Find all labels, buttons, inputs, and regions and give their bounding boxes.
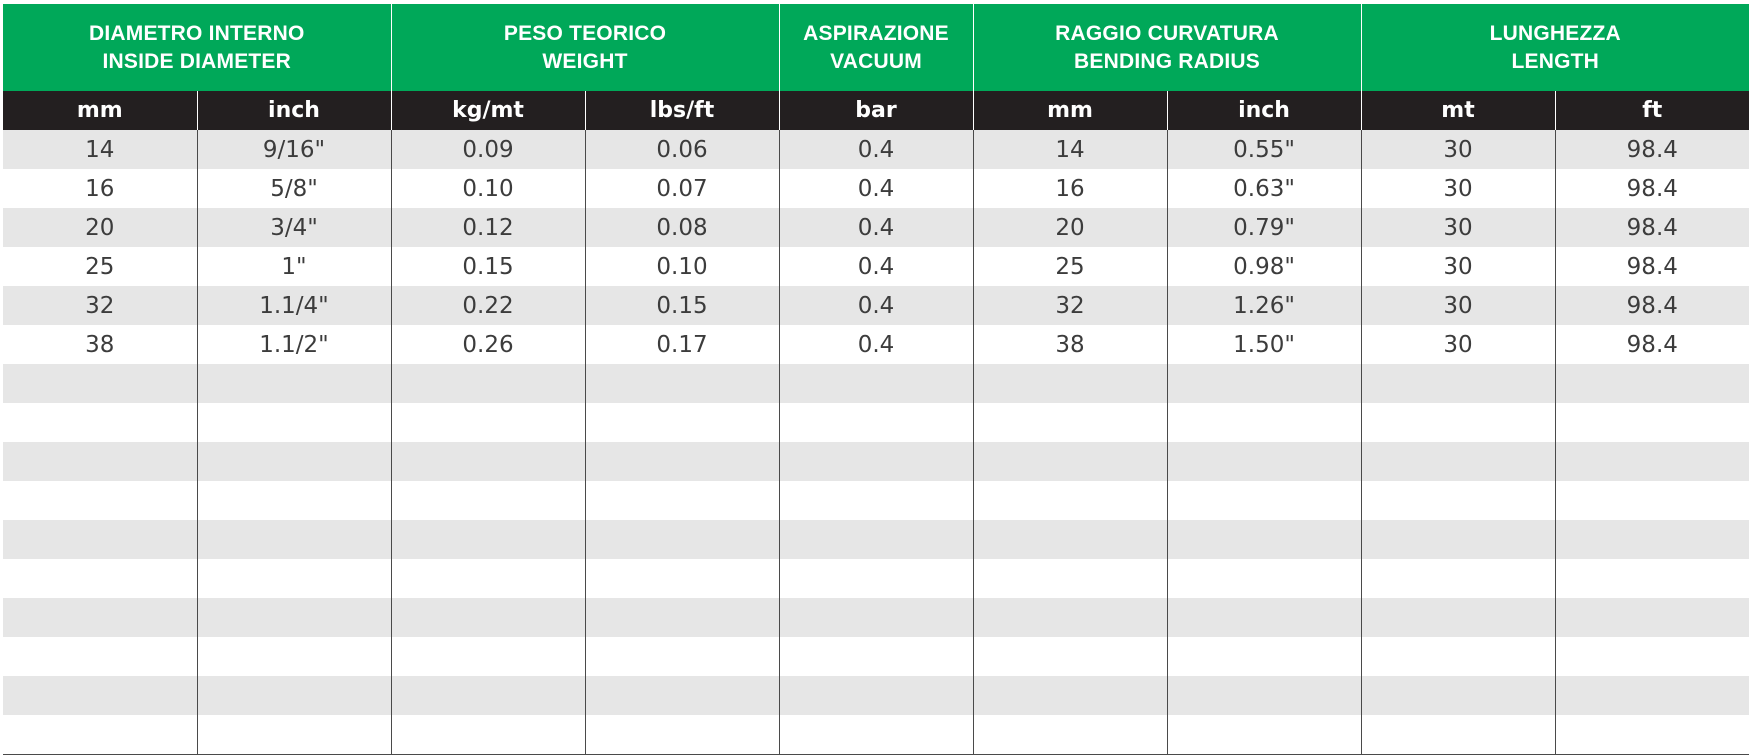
unit-header-id-mm: mm	[3, 91, 197, 130]
table-cell	[1361, 481, 1555, 520]
table-cell	[1361, 442, 1555, 481]
group-header-line-it: PESO TEORICO	[503, 21, 667, 45]
table-cell	[1361, 715, 1555, 755]
table-cell: 0.4	[779, 286, 973, 325]
table-cell: 1"	[197, 247, 391, 286]
table-cell: 0.4	[779, 208, 973, 247]
table-cell	[779, 559, 973, 598]
table-cell	[391, 598, 585, 637]
table-cell	[391, 637, 585, 676]
group-header-line-en: VACUUM	[830, 49, 922, 73]
table-cell	[585, 676, 779, 715]
table-cell	[1555, 481, 1749, 520]
table-cell: 30	[1361, 169, 1555, 208]
table-cell	[1361, 637, 1555, 676]
group-header-vacuum	[779, 4, 973, 91]
table-cell	[391, 676, 585, 715]
table-cell: 0.79"	[1167, 208, 1361, 247]
group-header-weight	[391, 4, 779, 91]
table-cell	[1167, 520, 1361, 559]
table-row	[3, 715, 1749, 755]
table-cell	[973, 676, 1167, 715]
table-cell: 30	[1361, 130, 1555, 169]
table-cell	[3, 676, 197, 715]
table-cell	[779, 403, 973, 442]
hose-spec-table	[3, 4, 1749, 755]
table-cell: 0.15	[391, 247, 585, 286]
table-cell	[391, 403, 585, 442]
table-cell: 1.1/2"	[197, 325, 391, 364]
table-cell	[1361, 364, 1555, 403]
table-cell: 0.17	[585, 325, 779, 364]
table-cell	[1167, 559, 1361, 598]
table-cell: 14	[3, 130, 197, 169]
group-header-line-it: LUNGHEZZA	[1489, 21, 1621, 45]
table-cell: 0.4	[779, 325, 973, 364]
table-cell: 3/4"	[197, 208, 391, 247]
table-cell: 16	[3, 169, 197, 208]
table-cell: 0.98"	[1167, 247, 1361, 286]
table-cell	[391, 481, 585, 520]
table-cell	[3, 520, 197, 559]
table-cell: 0.63"	[1167, 169, 1361, 208]
table-cell: 14	[973, 130, 1167, 169]
table-cell: 38	[973, 325, 1167, 364]
table-cell: 5/8"	[197, 169, 391, 208]
group-header-line-en: BENDING RADIUS	[1074, 49, 1261, 73]
table-cell	[1555, 403, 1749, 442]
table-cell	[3, 598, 197, 637]
table-cell	[1167, 481, 1361, 520]
table-cell	[3, 403, 197, 442]
table-cell	[585, 520, 779, 559]
table-cell	[197, 676, 391, 715]
unit-header-row	[3, 91, 1749, 130]
table-row	[3, 520, 1749, 559]
group-header-line-it: ASPIRAZIONE	[803, 21, 949, 45]
table-cell: 0.55"	[1167, 130, 1361, 169]
table-cell	[197, 481, 391, 520]
table-cell: 32	[3, 286, 197, 325]
table-row	[3, 130, 1749, 169]
table-cell	[197, 364, 391, 403]
table-cell: 0.10	[585, 247, 779, 286]
table-row	[3, 676, 1749, 715]
table-cell	[3, 364, 197, 403]
table-cell	[391, 364, 585, 403]
table-cell	[973, 715, 1167, 755]
table-cell	[1167, 598, 1361, 637]
group-header-line-it: DIAMETRO INTERNO	[88, 21, 305, 45]
table-cell: 30	[1361, 247, 1555, 286]
table-cell	[1555, 559, 1749, 598]
table-row	[3, 364, 1749, 403]
table-cell	[3, 442, 197, 481]
table-row	[3, 169, 1749, 208]
table-cell	[585, 715, 779, 755]
group-header-line-en: LENGTH	[1511, 49, 1600, 73]
table-cell	[1555, 676, 1749, 715]
unit-header-radius-mm: mm	[973, 91, 1167, 130]
table-cell	[1361, 598, 1555, 637]
table-cell: 32	[973, 286, 1167, 325]
group-header-length	[1361, 4, 1749, 91]
group-header-line-it: RAGGIO CURVATURA	[1055, 21, 1279, 45]
table-cell: 98.4	[1555, 208, 1749, 247]
table-cell	[1555, 520, 1749, 559]
table-cell	[973, 481, 1167, 520]
group-header-line-en: INSIDE DIAMETER	[102, 49, 291, 73]
table-cell: 9/16"	[197, 130, 391, 169]
table-row	[3, 442, 1749, 481]
table-cell	[1361, 520, 1555, 559]
table-cell: 0.08	[585, 208, 779, 247]
table-cell	[1167, 442, 1361, 481]
table-cell	[973, 637, 1167, 676]
table-cell: 0.4	[779, 169, 973, 208]
table-cell	[973, 364, 1167, 403]
table-row	[3, 247, 1749, 286]
table-cell: 1.50"	[1167, 325, 1361, 364]
table-row	[3, 637, 1749, 676]
table-cell	[585, 364, 779, 403]
spec-sheet	[3, 4, 1749, 755]
table-cell	[1555, 364, 1749, 403]
table-cell: 98.4	[1555, 130, 1749, 169]
table-cell	[3, 481, 197, 520]
table-cell	[973, 403, 1167, 442]
table-cell: 20	[973, 208, 1167, 247]
table-cell: 0.06	[585, 130, 779, 169]
table-cell	[585, 481, 779, 520]
table-cell	[779, 676, 973, 715]
table-row	[3, 481, 1749, 520]
table-cell: 0.09	[391, 130, 585, 169]
table-cell	[391, 442, 585, 481]
table-cell	[585, 637, 779, 676]
table-cell	[3, 637, 197, 676]
table-cell: 25	[973, 247, 1167, 286]
table-cell	[779, 481, 973, 520]
table-cell	[585, 559, 779, 598]
table-cell	[391, 520, 585, 559]
table-cell	[779, 520, 973, 559]
table-row	[3, 325, 1749, 364]
table-cell	[973, 442, 1167, 481]
unit-header-radius-inch: inch	[1167, 91, 1361, 130]
table-row	[3, 286, 1749, 325]
group-header-inside-diameter	[3, 4, 391, 91]
unit-header-length-ft: ft	[1555, 91, 1749, 130]
table-cell	[779, 715, 973, 755]
table-row	[3, 208, 1749, 247]
table-cell: 0.12	[391, 208, 585, 247]
table-cell: 0.07	[585, 169, 779, 208]
table-cell	[391, 715, 585, 755]
table-cell	[973, 520, 1167, 559]
table-row	[3, 403, 1749, 442]
table-cell: 30	[1361, 325, 1555, 364]
table-cell	[1361, 403, 1555, 442]
table-cell: 20	[3, 208, 197, 247]
table-cell: 38	[3, 325, 197, 364]
table-cell	[973, 598, 1167, 637]
table-cell	[1555, 715, 1749, 755]
table-cell	[3, 715, 197, 755]
spec-table-body	[3, 130, 1749, 755]
table-cell	[1167, 676, 1361, 715]
table-cell	[197, 598, 391, 637]
table-cell	[1555, 637, 1749, 676]
table-cell	[197, 520, 391, 559]
table-cell	[1555, 442, 1749, 481]
table-cell	[1167, 637, 1361, 676]
table-cell	[779, 598, 973, 637]
table-cell: 0.4	[779, 130, 973, 169]
table-cell: 0.22	[391, 286, 585, 325]
unit-header-weight-lbs: lbs/ft	[585, 91, 779, 130]
table-cell: 98.4	[1555, 286, 1749, 325]
table-row	[3, 559, 1749, 598]
unit-header-length-mt: mt	[1361, 91, 1555, 130]
table-cell	[779, 364, 973, 403]
table-cell	[779, 637, 973, 676]
unit-header-weight-kg: kg/mt	[391, 91, 585, 130]
table-cell: 25	[3, 247, 197, 286]
table-cell	[197, 715, 391, 755]
table-cell	[1167, 715, 1361, 755]
table-cell: 30	[1361, 286, 1555, 325]
table-cell	[585, 442, 779, 481]
table-cell	[973, 559, 1167, 598]
group-header-bending-radius	[973, 4, 1361, 91]
table-cell: 98.4	[1555, 247, 1749, 286]
table-cell	[779, 442, 973, 481]
table-cell	[1167, 364, 1361, 403]
table-row	[3, 598, 1749, 637]
table-cell: 16	[973, 169, 1167, 208]
table-cell	[1361, 559, 1555, 598]
table-cell	[391, 559, 585, 598]
table-cell: 98.4	[1555, 325, 1749, 364]
group-header-row	[3, 4, 1749, 91]
unit-header-id-inch: inch	[197, 91, 391, 130]
table-cell: 30	[1361, 208, 1555, 247]
table-cell: 0.10	[391, 169, 585, 208]
table-cell	[197, 559, 391, 598]
table-cell	[197, 403, 391, 442]
table-cell	[1361, 676, 1555, 715]
table-cell: 0.15	[585, 286, 779, 325]
table-cell	[1555, 598, 1749, 637]
table-cell: 0.26	[391, 325, 585, 364]
table-cell	[197, 442, 391, 481]
table-cell: 1.1/4"	[197, 286, 391, 325]
group-header-line-en: WEIGHT	[542, 49, 628, 73]
table-cell	[585, 598, 779, 637]
table-cell: 98.4	[1555, 169, 1749, 208]
table-cell	[1167, 403, 1361, 442]
table-cell	[197, 637, 391, 676]
unit-header-vacuum-bar: bar	[779, 91, 973, 130]
table-cell	[3, 559, 197, 598]
table-cell: 1.26"	[1167, 286, 1361, 325]
table-cell	[585, 403, 779, 442]
table-cell: 0.4	[779, 247, 973, 286]
